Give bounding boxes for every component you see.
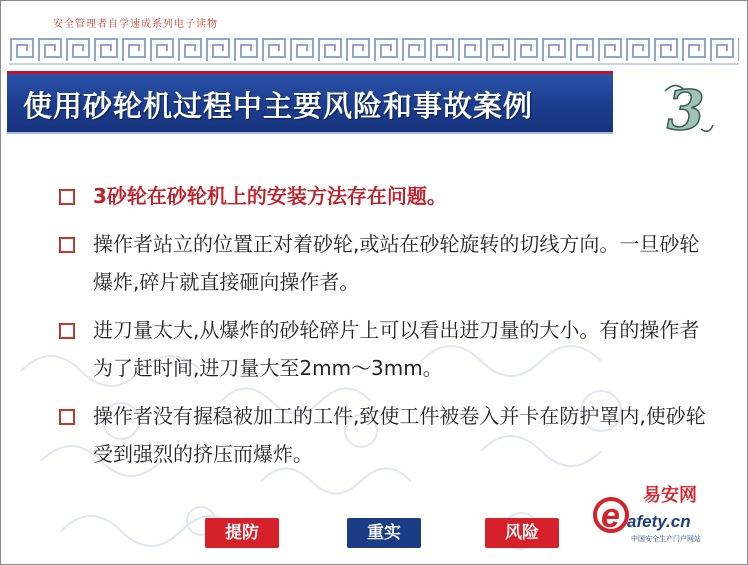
brand-name: 易安网 <box>643 485 697 506</box>
bullet-item-2 <box>59 225 709 301</box>
bullet-item-3 <box>59 311 709 387</box>
meander-border <box>9 35 739 65</box>
brand-domain-prefix: e <box>601 497 620 535</box>
series-caption: 安全管理者自学速成系列电子读物 <box>53 19 218 30</box>
bullet-text-1: 3砂轮在砂轮机上的安装方法存在问题。 <box>93 184 447 208</box>
square-bullet-icon <box>59 189 75 205</box>
square-bullet-icon <box>59 409 75 425</box>
bullet-list <box>59 177 709 483</box>
brand-domain: afety.cn <box>627 512 691 531</box>
bullet-text-3: 进刀量太大,从爆炸的砂轮碎片上可以看出进刀量的大小。有的操作者为了赶时间,进刀量大至2mm～3mm。 <box>93 318 700 380</box>
bullet-item-1 <box>59 177 709 215</box>
slide-title: 使用砂轮机过程中主要风险和事故案例 <box>23 89 534 123</box>
footer-button-emphasis[interactable]: 重实 <box>347 518 421 548</box>
brand-tagline: 中国安全生产门户网站 <box>631 535 701 543</box>
title-bar <box>7 71 613 134</box>
bullet-text-2: 操作者站立的位置正对着砂轮,或站在砂轮旋转的切线方向。一旦砂轮爆炸,碎片就直接砸向操作者。 <box>93 232 700 294</box>
square-bullet-icon <box>59 323 75 339</box>
chapter-number: 3 <box>667 79 705 139</box>
esafety-logo <box>591 479 741 553</box>
bullet-item-4 <box>59 397 709 473</box>
footer-button-guard[interactable]: 提防 <box>205 518 279 548</box>
bullet-text-4: 操作者没有握稳被加工的工件,致使工件被卷入并卡在防护罩内,使砂轮受到强烈的挤压而爆炸。 <box>93 404 706 466</box>
footer-button-risk[interactable]: 风险 <box>485 518 559 548</box>
chapter-number-ornament <box>661 79 717 139</box>
square-bullet-icon <box>59 237 75 253</box>
